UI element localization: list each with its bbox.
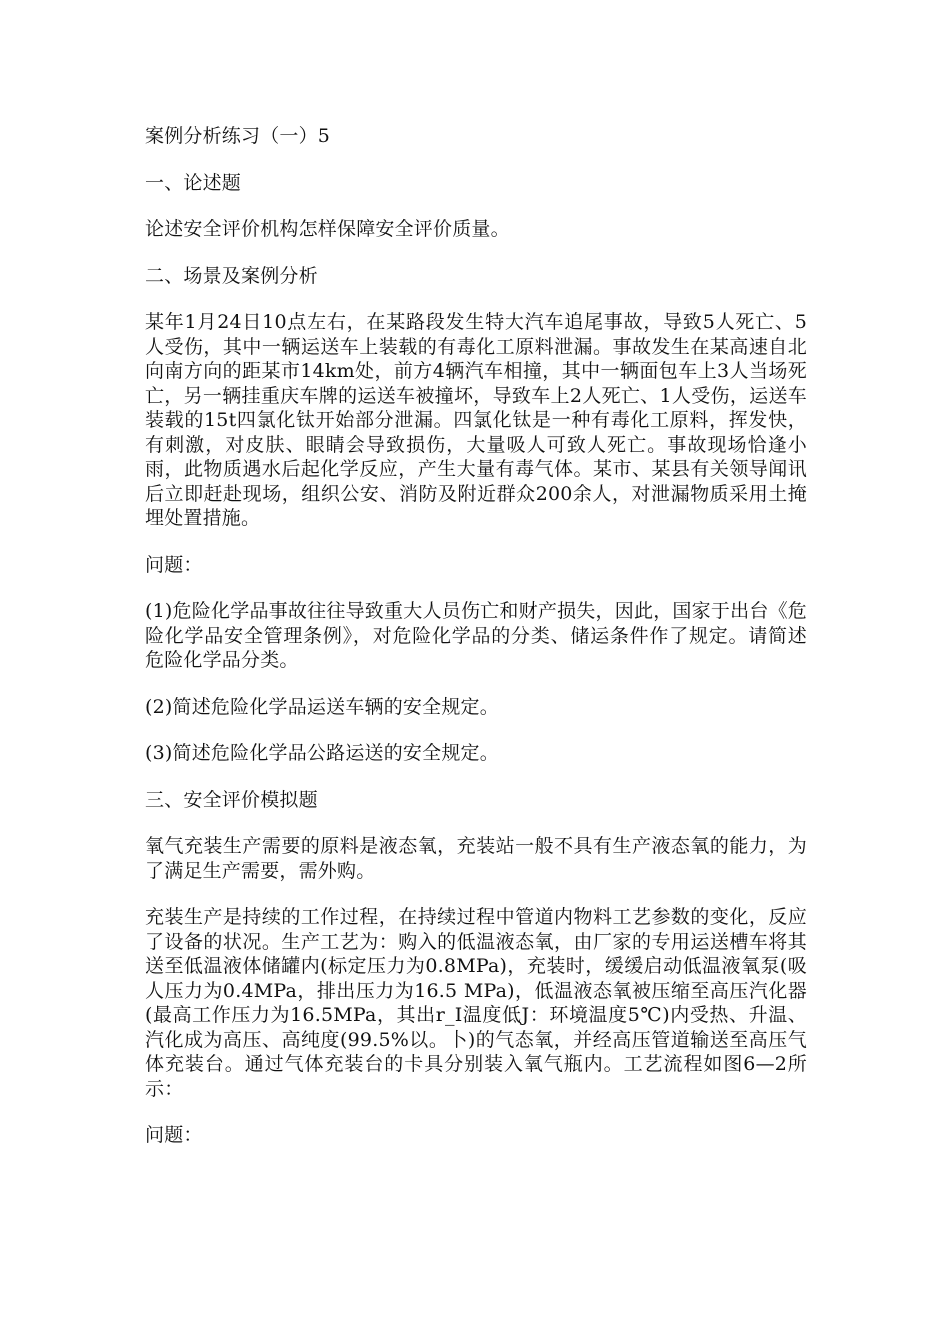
question-1: (1)危险化学品事故往往导致重大人员伤亡和财产损失，因此，国家于出台《危险化学品安全管理条例》，对危险化学品的分类、储运条件作了规定。请简述危险化学品分类。	[145, 600, 807, 671]
simulation-paragraph-2: 充装生产是持续的工作过程，在持续过程中管道内物料工艺参数的变化，反应了设备的状况。生产工艺为：购入的低温液态氧，由厂家的专用运送槽车将其送至低温液体储罐内(标定压力为0.8MPa)，充装时，缓缓启动低温液氧泵(吸人压力为0.4MPa，排出压力为16.5 MPa)，低温液态氧被压缩至高压汽化器(最高工作压力为16.5MPa，其出r_I温度低J：环境温度5℃)内受热、升温、汽化成为高压、高纯度(99.5%以。卜)的气态氧，并经高压管道输送至高压气体充装台。通过气体充装台的卡具分别装入氧气瓶内。工艺流程如图6—2所示：	[145, 906, 807, 1100]
case-paragraph: 某年1月24日10点左右，在某路段发生特大汽车追尾事故，导致5人死亡、5人受伤，其中一辆运送车上装载的有毒化工原料泄漏。事故发生在某高速自北向南方向的距某市14km处，前方4辆汽车相撞，其中一辆面包车上3人当场死亡，另一辆挂重庆车牌的运送车被撞坏，导致车上2人死亡、1人受伤，运送车装载的15t四氯化钛开始部分泄漏。四氯化钛是一种有毒化工原料，挥发快，有刺激，对皮肤、眼睛会导致损伤，大量吸人可致人死亡。事故现场恰逢小雨，此物质遇水后起化学反应，产生大量有毒气体。某市、某县有关领导闻讯后立即赶赴现场，组织公安、消防及附近群众200余人，对泄漏物质采用土掩埋处置措施。	[145, 311, 807, 529]
section-heading-simulation: 三、安全评价模拟题	[145, 788, 318, 811]
question-2: (2)简述危险化学品运送车辆的安全规定。	[145, 695, 499, 718]
section-heading-essay: 一、论述题	[145, 171, 242, 194]
document-body	[145, 124, 807, 1170]
question-3: (3)简述危险化学品公路运送的安全规定。	[145, 742, 499, 764]
questions-label-2: 问题：	[145, 1124, 203, 1146]
section-heading-case: 二、场景及案例分析	[145, 264, 318, 287]
questions-label: 问题：	[145, 553, 203, 576]
essay-question: 论述安全评价机构怎样保障安全评价质量。	[145, 218, 510, 240]
document-title: 案例分析练习（一）5	[145, 125, 331, 147]
simulation-paragraph-1: 氧气充装生产需要的原料是液态氧，充装站一般不具有生产液态氧的能力，为了满足生产需要，需外购。	[145, 835, 807, 882]
